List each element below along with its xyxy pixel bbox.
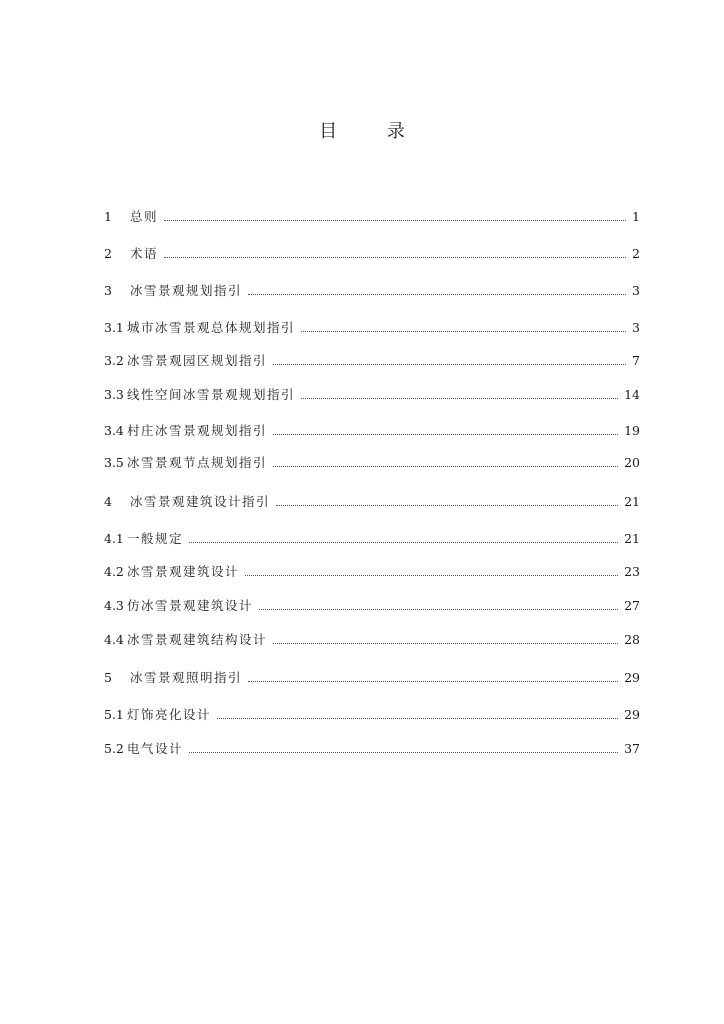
toc-entry-page: 14 (624, 387, 640, 402)
toc-entry-page: 21 (624, 494, 640, 509)
toc-entry-number: 3 (104, 283, 112, 298)
toc-leader-dots (276, 505, 618, 506)
toc-entry-title: 冰雪景观规划指引 (130, 283, 243, 298)
toc-entry-title: 村庄冰雪景观规划指引 (127, 423, 268, 438)
toc-leader-dots (273, 466, 618, 467)
toc-entry-title: 仿冰雪景观建筑设计 (127, 598, 254, 613)
toc-leader-dots (248, 681, 618, 682)
toc-entry-title: 一般规定 (127, 531, 184, 546)
toc-entry-page: 7 (632, 353, 640, 368)
toc-entry-title: 冰雪景观照明指引 (130, 670, 243, 685)
toc-leader-dots (273, 643, 618, 644)
toc-leader-dots (248, 294, 626, 295)
toc-entry-title: 总则 (130, 209, 159, 224)
toc-entry[interactable] (104, 242, 640, 262)
toc-entry[interactable] (104, 703, 640, 723)
toc-leader-dots (164, 220, 626, 221)
toc-entry-number: 4.1 (104, 531, 124, 546)
toc-entry-title: 线性空间冰雪景观规划指引 (127, 387, 296, 402)
toc-entry-page: 37 (624, 741, 640, 756)
toc-entry-title: 冰雪景观园区规划指引 (127, 353, 268, 368)
toc-leader-dots (301, 398, 618, 399)
toc-entry-page: 27 (624, 598, 640, 613)
toc-leader-dots (259, 609, 618, 610)
toc-entry[interactable] (104, 349, 640, 369)
toc-leader-dots (189, 542, 618, 543)
toc-entry-title: 城市冰雪景观总体规划指引 (127, 320, 296, 335)
toc-entry-number: 4.2 (104, 564, 124, 579)
toc-entry-number: 2 (104, 246, 112, 261)
toc-entry-number: 4 (104, 494, 112, 509)
toc-leader-dots (245, 575, 618, 576)
toc-entry[interactable] (104, 666, 640, 686)
toc-entry-page: 20 (624, 455, 640, 470)
toc-entry-title: 电气设计 (127, 741, 184, 756)
toc-entry[interactable] (104, 560, 640, 580)
toc-leader-dots (217, 718, 618, 719)
toc-entry-number: 3.1 (104, 320, 124, 335)
toc-entry-page: 29 (624, 707, 640, 722)
toc-leader-dots (189, 752, 618, 753)
toc-entry-page: 1 (632, 209, 640, 224)
toc-entry-page: 29 (624, 670, 640, 685)
toc-entry-number: 5.1 (104, 707, 124, 722)
toc-entry-page: 2 (632, 246, 640, 261)
toc-entry[interactable] (104, 451, 640, 471)
toc-leader-dots (273, 434, 618, 435)
toc-entry[interactable] (104, 316, 640, 336)
toc-entry-page: 28 (624, 632, 640, 647)
toc-entry[interactable] (104, 205, 640, 225)
toc-entry-page: 19 (624, 423, 640, 438)
toc-entry-number: 5.2 (104, 741, 124, 756)
toc-entry[interactable] (104, 628, 640, 648)
toc-entry-title: 术语 (130, 246, 159, 261)
toc-entry-title: 冰雪景观节点规划指引 (127, 455, 268, 470)
toc-entry[interactable] (104, 419, 640, 439)
toc-entry[interactable] (104, 490, 640, 510)
toc-entry-number: 5 (104, 670, 112, 685)
toc-entry-title: 冰雪景观建筑结构设计 (127, 632, 268, 647)
toc-entry-page: 3 (632, 320, 640, 335)
toc-entry-number: 3.4 (104, 423, 124, 438)
toc-entry[interactable] (104, 737, 640, 757)
toc-entry-number: 3.3 (104, 387, 124, 402)
toc-entry[interactable] (104, 527, 640, 547)
toc-entry-page: 3 (632, 283, 640, 298)
toc-entry-title: 冰雪景观建筑设计指引 (130, 494, 271, 509)
toc-entry[interactable] (104, 594, 640, 614)
toc-entry-number: 4.4 (104, 632, 124, 647)
toc-entry-number: 1 (104, 209, 112, 224)
toc-entry-number: 3.5 (104, 455, 124, 470)
toc-entry-page: 23 (624, 564, 640, 579)
toc-entry-number: 3.2 (104, 353, 124, 368)
toc-entry[interactable] (104, 279, 640, 299)
toc-leader-dots (164, 257, 626, 258)
toc-entry-title: 冰雪景观建筑设计 (127, 564, 240, 579)
toc-entry[interactable] (104, 383, 640, 403)
toc-entry-title: 灯饰亮化设计 (127, 707, 212, 722)
toc-title: 目 录 (319, 121, 427, 142)
toc-entry-number: 4.3 (104, 598, 124, 613)
toc-leader-dots (301, 331, 626, 332)
toc-entry-page: 21 (624, 531, 640, 546)
toc-leader-dots (273, 364, 626, 365)
